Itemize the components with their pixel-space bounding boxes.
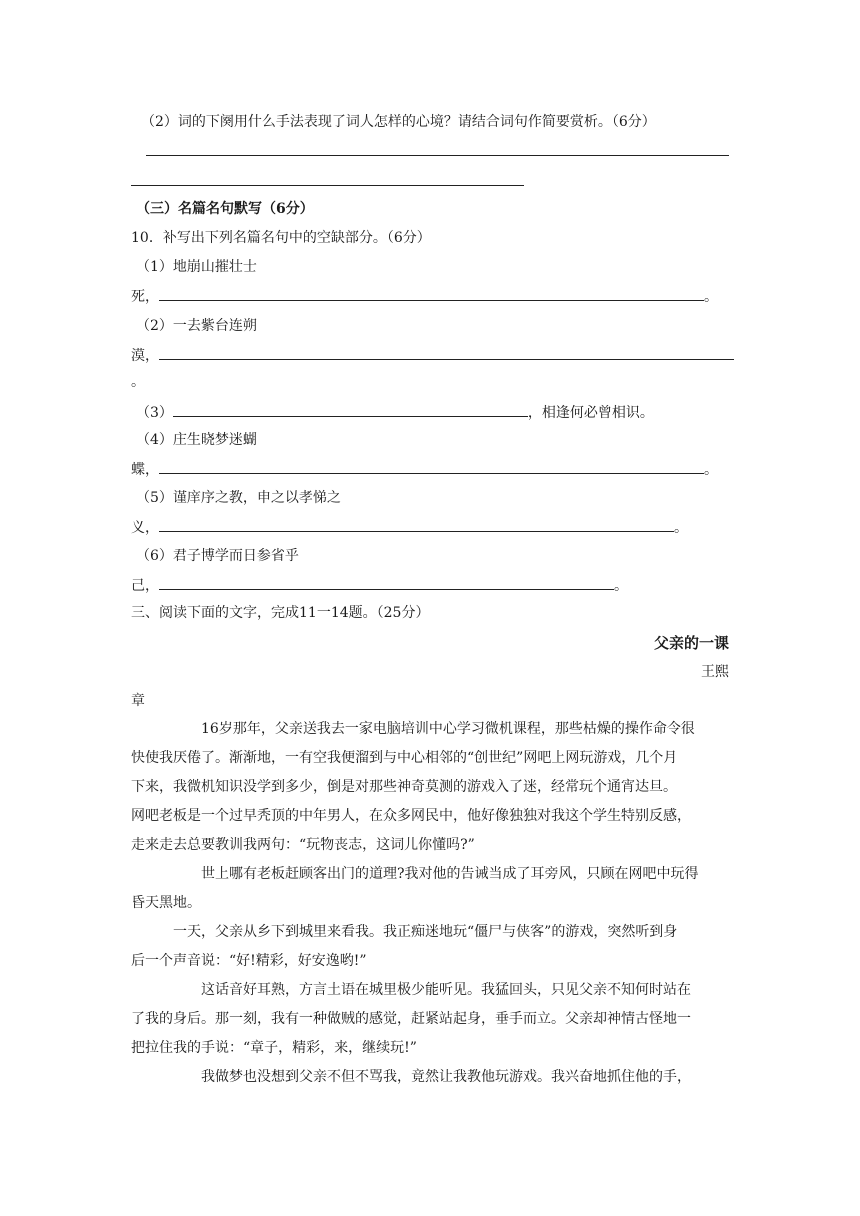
fill-item-prompt: （4）庄生晓梦迷蝴 <box>136 432 257 448</box>
story-line: 网吧老板是一个过早秃顶的中年男人，在众多网民中，他好像独独对我这个学生特别反感， <box>131 808 691 824</box>
fill-item-end: 。 <box>131 374 145 390</box>
story-line: 昏天黑地。 <box>131 895 201 911</box>
fill-item-continuation: 蝶， <box>131 462 159 478</box>
fill-item-continuation: 死， <box>131 289 159 305</box>
answer-line <box>131 185 524 186</box>
question-9-2: （2）词的下阕用什么手法表现了词人怎样的心境？请结合词句作简要赏析。（6分） <box>141 114 656 130</box>
story-line: 了我的身后。那一刻，我有一种做贼的感觉，赶紧站起身，垂手而立。父亲却神情古怪地一 <box>131 1011 691 1027</box>
story-line: 这话音好耳熟，方言土语在城里极少能听见。我猛回头，只见父亲不知何时站在 <box>201 982 691 998</box>
section-heading: （三）名篇名句默写（6分） <box>136 201 314 217</box>
answer-line <box>146 155 729 156</box>
fill-item-continuation: 义， <box>131 520 159 536</box>
fill-item-end: 。 <box>674 520 688 536</box>
story-line: 下来，我微机知识没学到多少，倒是对那些神奇莫测的游戏入了迷，经常玩个通宵达旦。 <box>131 779 677 795</box>
fill-item-answer <box>131 575 628 596</box>
fill-item-end: ，相逢何必曾相识。 <box>527 405 654 421</box>
blank-line[interactable] <box>159 517 674 532</box>
question-10-intro: 10．补写出下列名篇名句中的空缺部分。（6分） <box>131 230 431 246</box>
fill-item-answer <box>136 402 654 423</box>
blank-line[interactable] <box>159 345 734 360</box>
blank-line[interactable] <box>159 575 614 590</box>
fill-item-prompt: （1）地崩山摧壮士 <box>136 259 257 275</box>
blank-line[interactable] <box>173 402 528 417</box>
fill-item-prompt: （6）君子博学而日参省乎 <box>136 548 299 564</box>
fill-item-end: 。 <box>704 289 718 305</box>
fill-item-answer <box>131 459 718 480</box>
story-title: 父亲的一课 <box>653 634 729 652</box>
fill-item-end: 。 <box>614 578 628 594</box>
story-line: 走来走去总要教训我两句：“玩物丧志，这词儿你懂吗?” <box>131 837 475 853</box>
story-line: 我做梦也没想到父亲不但不骂我，竟然让我教他玩游戏。我兴奋地抓住他的手， <box>201 1069 691 1085</box>
story-line: 快使我厌倦了。渐渐地，一有空我便溜到与中心相邻的“创世纪”网吧上网玩游戏，几个月 <box>131 750 678 766</box>
story-author-wrap: 章 <box>131 693 145 709</box>
fill-item-prompt: （3） <box>136 405 173 421</box>
story-line: 世上哪有老板赶顾客出门的道理?我对他的告诫当成了耳旁风，只顾在网吧中玩得 <box>201 866 699 882</box>
fill-item-continuation: 漠， <box>131 348 159 364</box>
blank-line[interactable] <box>159 286 704 301</box>
fill-item-answer <box>131 517 688 538</box>
fill-item-answer <box>131 286 718 307</box>
story-line: 一天，父亲从乡下到城里来看我。我正痴迷地玩“僵尸与侠客”的游戏，突然听到身 <box>173 924 678 940</box>
part-heading: 三、阅读下面的文字，完成11一14题。（25分） <box>131 605 430 621</box>
fill-item-continuation: 己， <box>131 578 159 594</box>
blank-line[interactable] <box>159 459 704 474</box>
fill-item-prompt: （2）一去紫台连朔 <box>136 318 257 334</box>
fill-item-answer <box>131 345 734 366</box>
story-author: 王熙 <box>701 664 729 680</box>
story-line: 16岁那年，父亲送我去一家电脑培训中心学习微机课程，那些枯燥的操作命令很 <box>201 721 695 737</box>
story-line: 把拉住我的手说：“章子，精彩，来，继续玩!” <box>131 1040 417 1056</box>
story-line: 后一个声音说：“好!精彩，好安逸哟!” <box>131 953 367 969</box>
fill-item-prompt: （5）谨庠序之教，申之以孝悌之 <box>136 490 341 506</box>
fill-item-end: 。 <box>704 462 718 478</box>
